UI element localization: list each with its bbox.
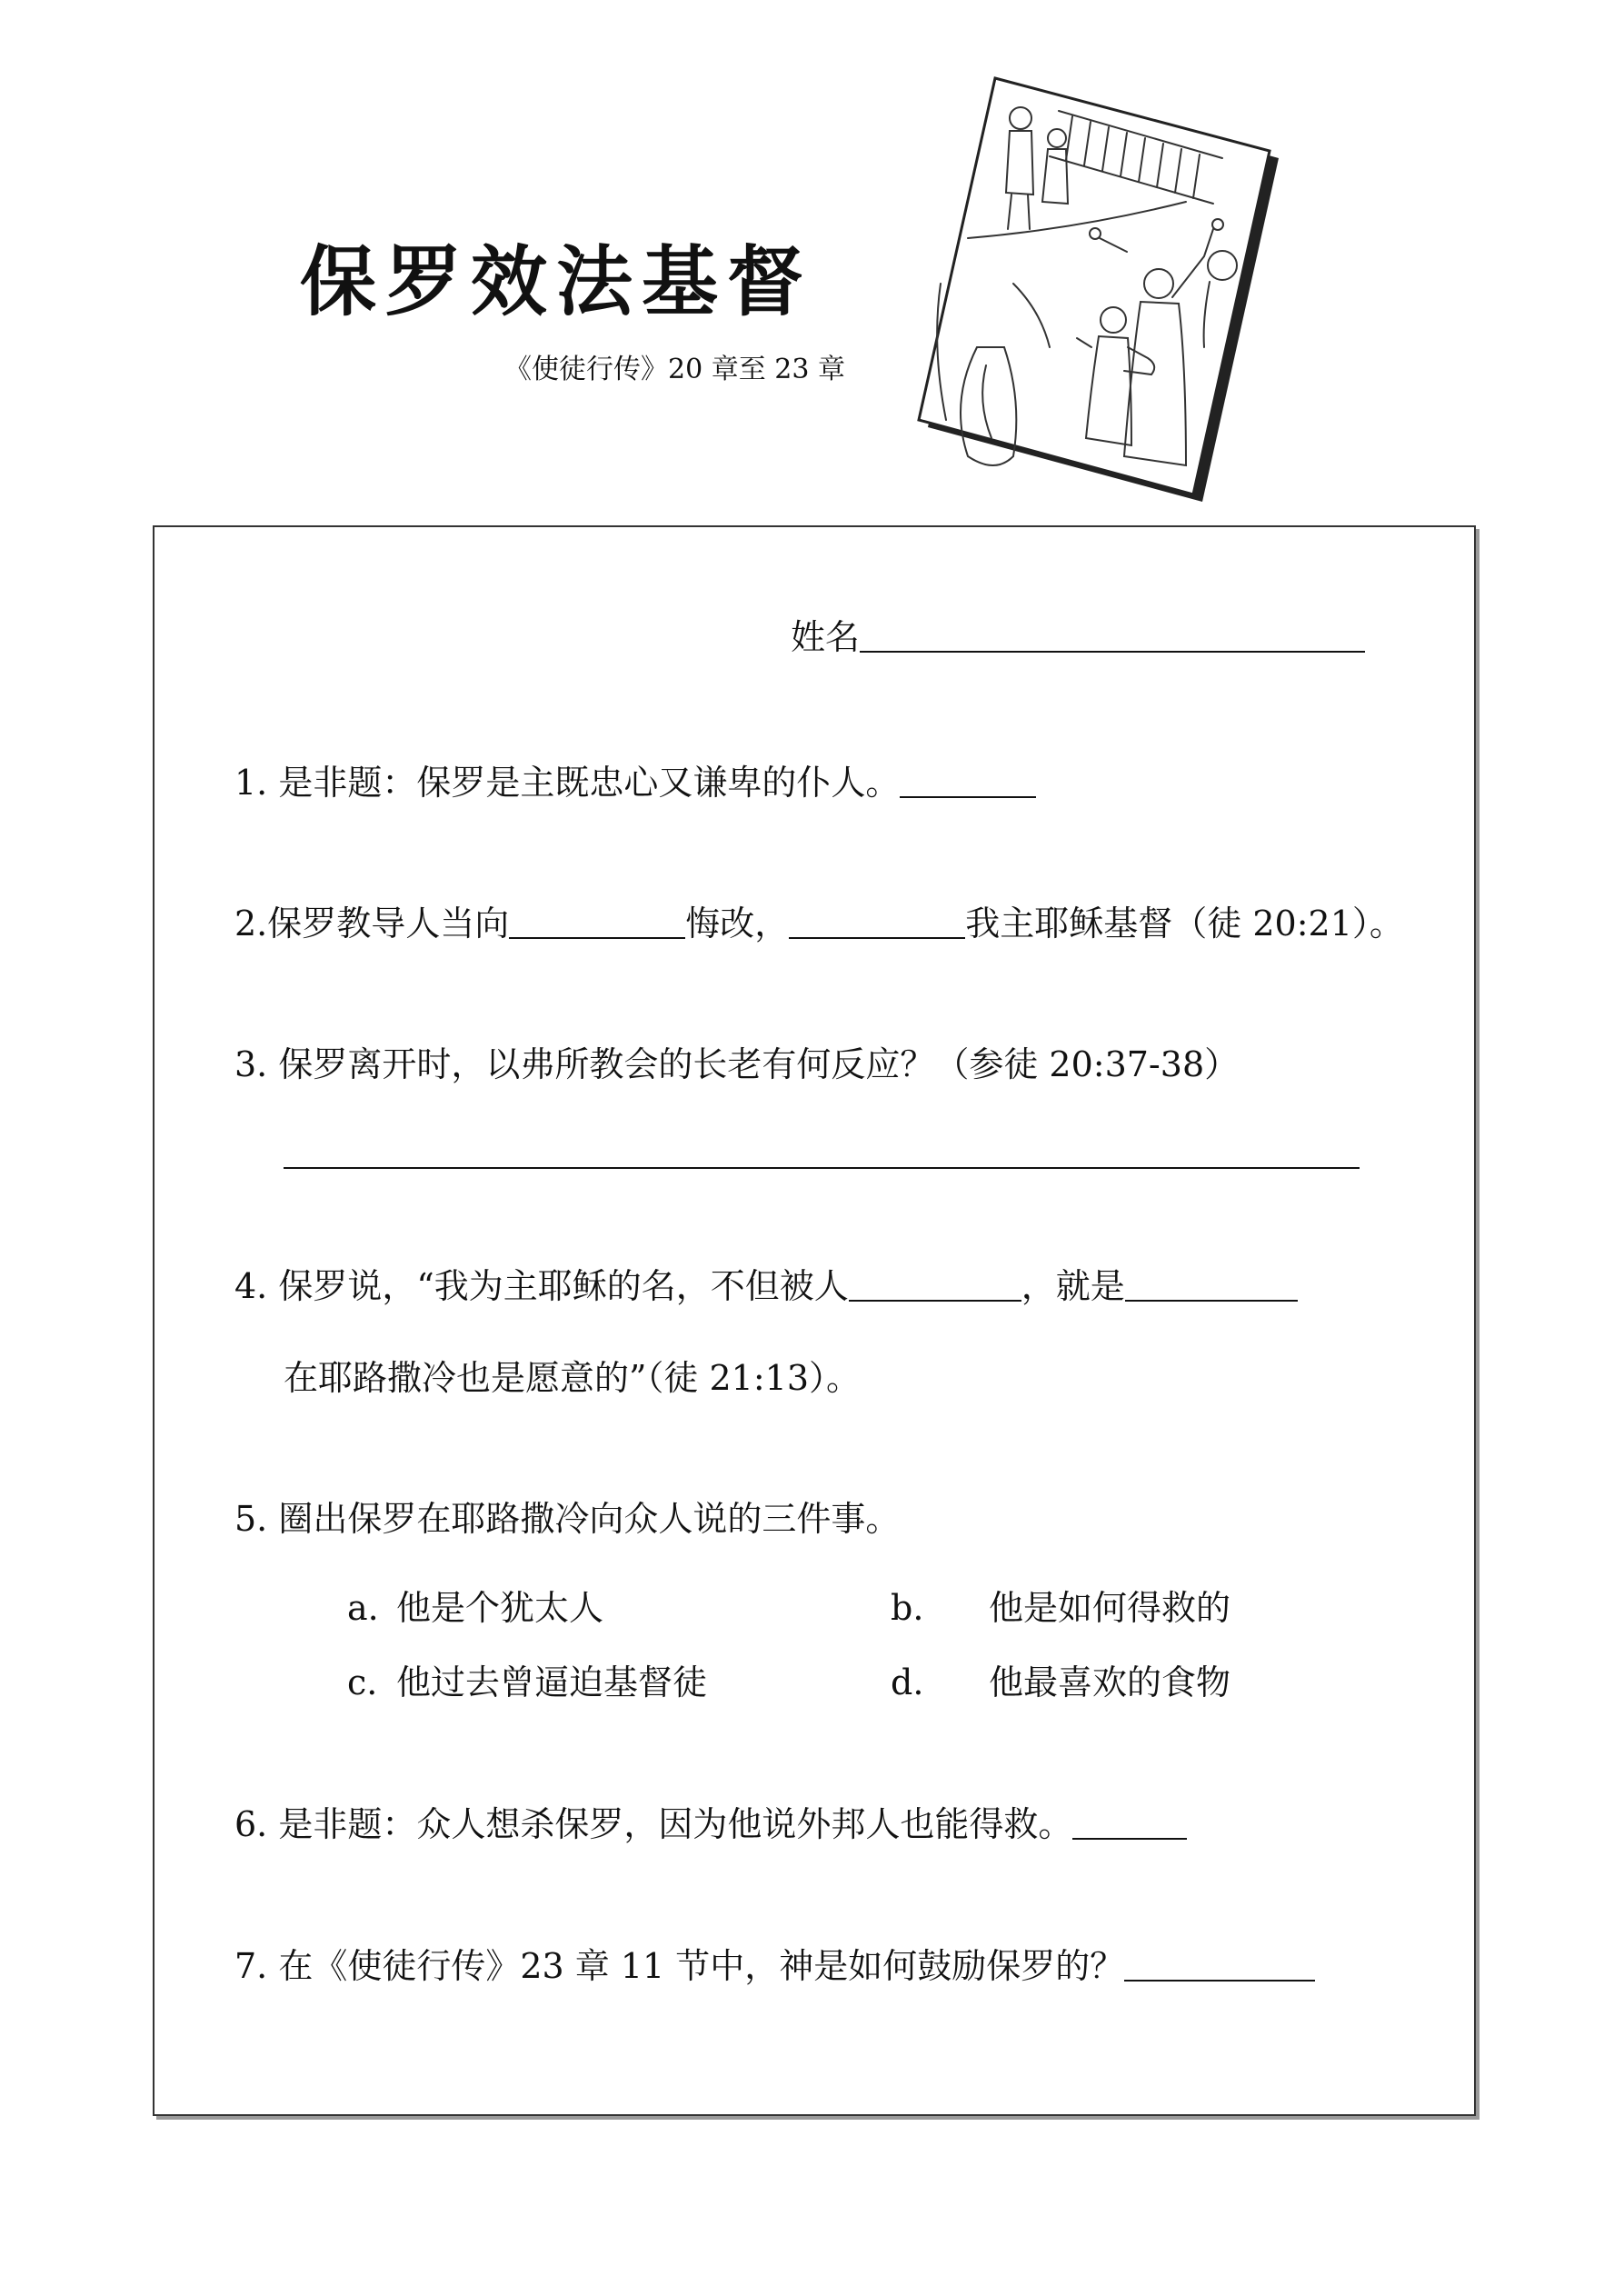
question-1: 1. 是非题：保罗是主既忠心又谦卑的仆人。 <box>234 765 1036 800</box>
option-d-letter[interactable]: d. <box>891 1662 924 1702</box>
answer-blank-2b[interactable] <box>789 936 965 939</box>
name-blank[interactable] <box>860 650 1365 653</box>
question-2: 2.保罗教导人当向 悔改， 我主耶稣基督（徒 20:21）。 <box>234 903 1404 943</box>
paul-illustration <box>913 75 1286 511</box>
name-field <box>791 617 1365 657</box>
answer-blank-4a[interactable] <box>849 1299 1021 1302</box>
answer-blank-6[interactable] <box>1072 1837 1187 1840</box>
question-4: 4. 保罗说，“我为主耶稣的名，不但被人 ，就是 <box>234 1269 1298 1303</box>
name-label: 姓名 <box>791 617 861 657</box>
answer-blank-2a[interactable] <box>509 936 685 939</box>
page-title: 保罗效法基督 <box>300 236 813 326</box>
question-5: 5. 圈出保罗在耶路撒冷向众人说的三件事。 <box>234 1499 901 1539</box>
option-d-text[interactable]: 他最喜欢的食物 <box>989 1662 1231 1702</box>
answer-blank-1[interactable] <box>900 795 1036 798</box>
option-b-text[interactable]: 他是如何得救的 <box>989 1588 1231 1628</box>
question-3: 3. 保罗离开时，以弗所教会的长老有何反应？（参徒 20:37-38） <box>234 1044 1240 1084</box>
question-7: 7. 在《使徒行传》23 章 11 节中，神是如何鼓励保罗的？ <box>234 1949 1315 1983</box>
option-c-text[interactable]: 他过去曾逼迫基督徒 <box>396 1662 708 1702</box>
question-4-line-2: 在耶路撒冷也是愿意的”（徒 21:13）。 <box>284 1358 862 1398</box>
option-b-letter[interactable]: b. <box>891 1588 924 1628</box>
answer-line-3[interactable] <box>284 1167 1360 1169</box>
scripture-reference: 《使徒行传》20 章至 23 章 <box>504 354 845 385</box>
option-c-letter[interactable]: c. <box>347 1662 378 1702</box>
answer-blank-7[interactable] <box>1124 1979 1315 1982</box>
option-a-text[interactable]: 他是个犹太人 <box>396 1588 604 1628</box>
answer-blank-4b[interactable] <box>1125 1299 1298 1302</box>
option-a-letter[interactable]: a. <box>347 1588 379 1628</box>
question-6: 6. 是非题：众人想杀保罗，因为他说外邦人也能得救。 <box>234 1807 1187 1842</box>
